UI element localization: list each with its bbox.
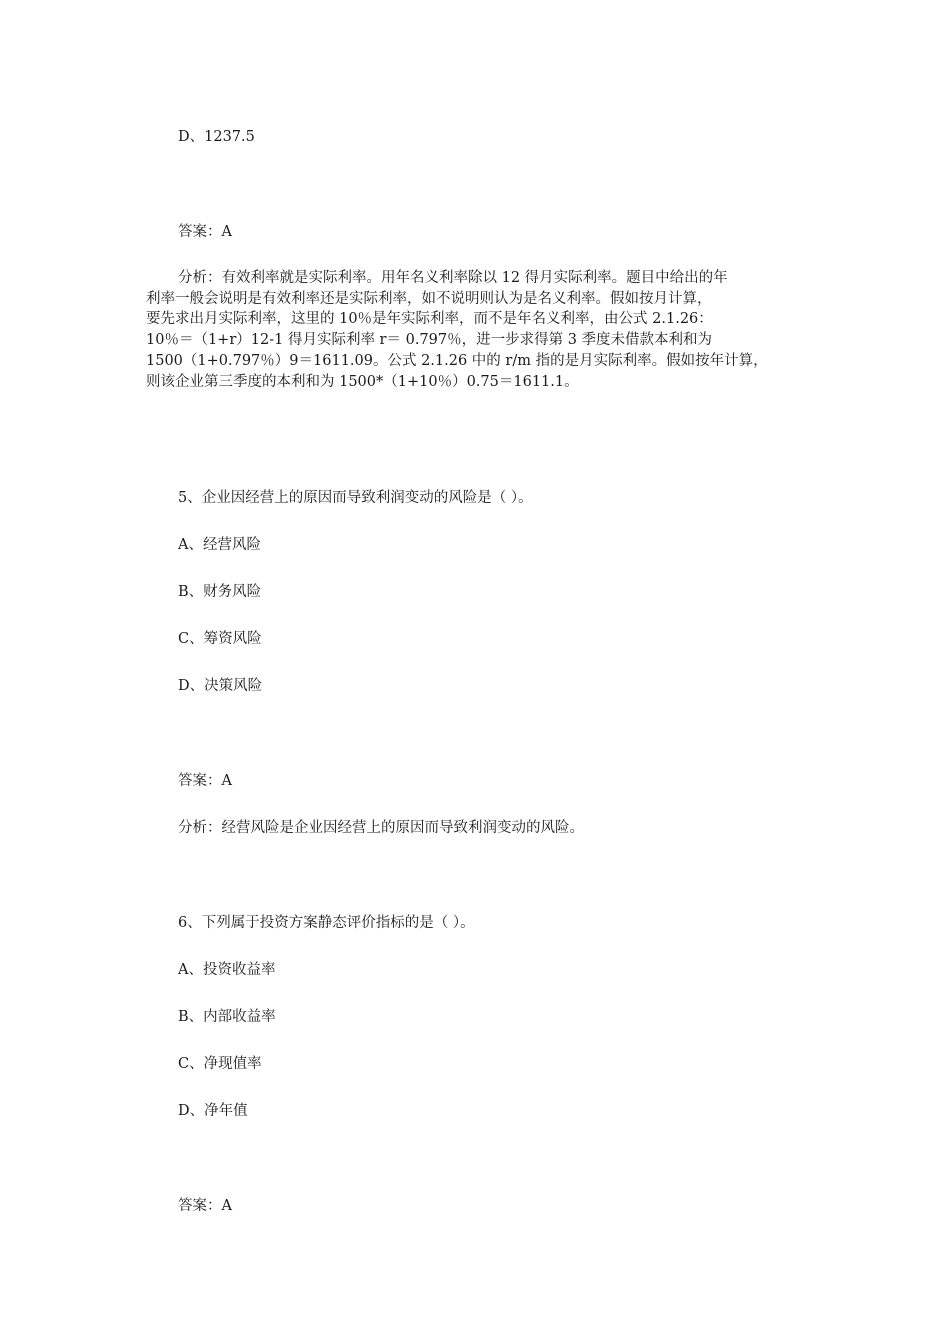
q6-option-c: C、净现值率 bbox=[178, 1056, 262, 1072]
q6-option-a: A、投资收益率 bbox=[178, 962, 276, 978]
q4-analysis-line: 1500（1+0.797％）9＝1611.09。公式 2.1.26 中的 r/m 指的是月实际利率。假如按年计算， bbox=[146, 352, 768, 369]
q4-analysis-line: 则该企业第三季度的本利和为 1500*（1+10％）0.75＝1611.1。 bbox=[146, 373, 579, 390]
q4-answer: 答案：A bbox=[178, 224, 232, 240]
q5-option-d: D、决策风险 bbox=[178, 678, 263, 694]
q4-option-d: D、1237.5 bbox=[178, 129, 255, 145]
q4-analysis-line: 利率一般会说明是有效利率还是实际利率，如不说明则认为是名义利率。假如按月计算， bbox=[146, 290, 712, 307]
q4-analysis-line: 分析：有效利率就是实际利率。用年名义利率除以 12 得月实际利率。题目中给出的年 bbox=[178, 270, 728, 286]
q5-option-b: B、财务风险 bbox=[178, 584, 262, 600]
q5-option-a: A、经营风险 bbox=[178, 537, 261, 553]
q4-analysis bbox=[146, 268, 811, 392]
q5-option-c: C、筹资风险 bbox=[178, 631, 262, 647]
q5-answer: 答案：A bbox=[178, 773, 232, 789]
q5-question: 5、企业因经营上的原因而导致利润变动的风险是（ ）。 bbox=[178, 490, 533, 506]
q6-option-d: D、净年值 bbox=[178, 1103, 248, 1119]
q4-analysis-line: 要先求出月实际利率，这里的 10％是年实际利率，而不是年名义利率，由公式 2.1.26： bbox=[146, 311, 713, 328]
q4-analysis-line: 10％＝（1+r）12-1 得月实际利率 r＝ 0.797％，进一步求得第 3 季度未借款本利和为 bbox=[146, 332, 713, 349]
q6-question: 6、下列属于投资方案静态评价指标的是（ ）。 bbox=[178, 915, 475, 931]
q6-option-b: B、内部收益率 bbox=[178, 1009, 276, 1025]
q6-answer: 答案：A bbox=[178, 1198, 232, 1214]
q5-analysis: 分析：经营风险是企业因经营上的原因而导致利润变动的风险。 bbox=[178, 820, 584, 836]
